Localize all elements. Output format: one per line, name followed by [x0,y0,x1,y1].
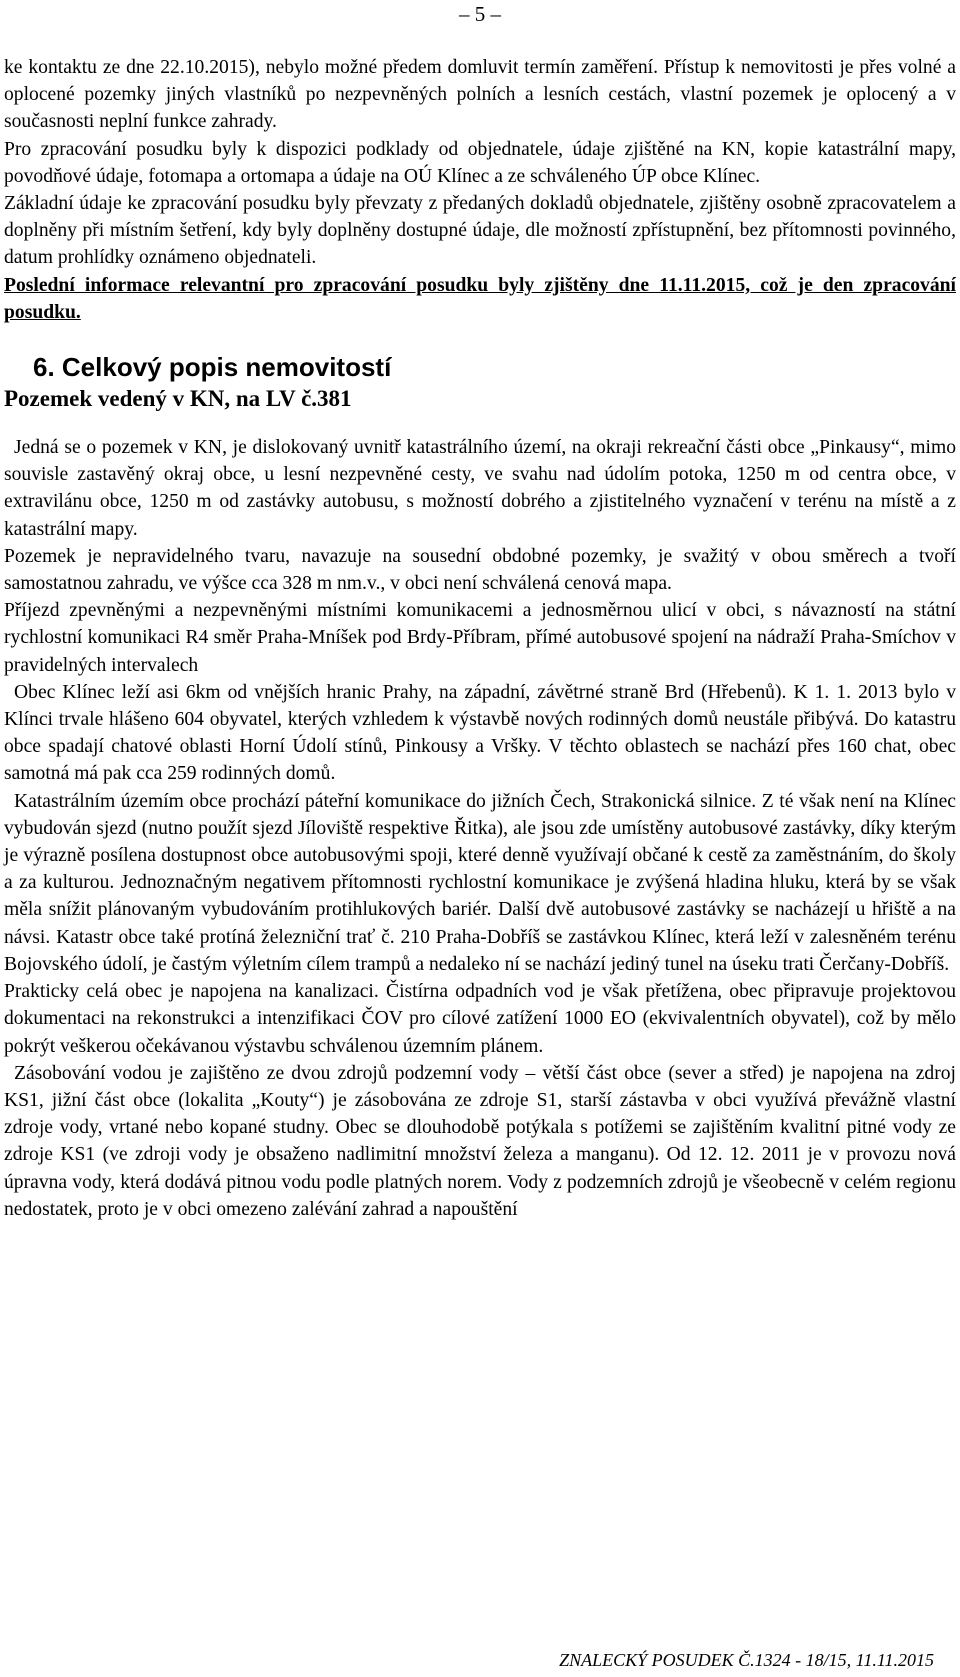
underlined-statement: Poslední informace relevantní pro zpracování posudku byly zjištěny dne 11.11.2015, což je den zpracování posudku. [4,274,956,323]
footer-reference: ZNALECKÝ POSUDEK Č.1324 - 18/15, 11.11.2015 [559,1650,934,1670]
document-body [4,54,956,1223]
paragraph: Základní údaje ke zpracování posudku byly převzaty z předaných dokladů objednatele, zjištěny osobně zpracovatelem a doplněny při místním šetření, kdy byly doplněny dostupné údaje, dle možností zpřístupnění, bez přítomnosti povinného, datum prohlídky oznámeno objednateli. [4,193,956,269]
paragraph: Obec Klínec leží asi 6km od vnějších hranic Prahy, na západní, závětrné straně Brd (Hřebenů). K 1. 1. 2013 bylo v Klínci trvale hlášeno 604 obyvatel, kterých vzhledem k výstavbě nových rodinných domů neustále přibývá. Do katastru obce spadají chatové oblasti Horní Údolí stínů, Pinkousy a Vršky. V těchto oblastech se nachází přes 160 chat, obec samotná má pak cca 259 rodinných domů. [4,681,956,785]
page-number: – 5 – [459,2,501,26]
section-heading: 6. Celkový popis nemovitostí [33,352,392,383]
paragraph: Katastrálním územím obce prochází páteřní komunikace do jižních Čech, Strakonická silnice. Z té však není na Klínec vybudován sjezd (nutno použít sjezd Jíloviště respektive Řitka), ale jsou zde umístěny autobusové zastávky, díky kterým je výrazně posílena dostupnost obce autobusovými spoji, které denně využívají občané k cestě za zaměstnáním, do školy a za kulturou. Jednoznačným negativem přítomnosti rychlostní komunikace je zvýšená hladina hluku, která by se však měla snížit plánovaným vybudováním protihlukových bariér. Další dvě autobusové zastávky se nacházejí u hřiště a na návsi. Katastr obce také protíná železniční trať č. 210 Praha-Dobříš se zastávkou Klínec, která leží v zalesněném terénu Bojovského údolí, je častým výletním cílem trampů a nedaleko ní se nachází jediný tunel na úseku trati Čerčany-Dobříš. [4,790,956,975]
paragraph: Pro zpracování posudku byly k dispozici podklady od objednatele, údaje zjištěné na KN, kopie katastrální mapy, povodňové údaje, fotomapa a ortomapa a údaje na OÚ Klínec a ze schváleného ÚP obce Klínec. [4,138,956,187]
subheading: Pozemek vedený v KN, na LV č.381 [4,386,352,412]
paragraph: Pozemek je nepravidelného tvaru, navazuje na sousední obdobné pozemky, je svažitý v obou směrech a tvoří samostatnou zahradu, ve výšce cca 328 m nm.v., v obci není schválená cenová mapa. [4,545,956,595]
paragraph: Zásobování vodou je zajištěno ze dvou zdrojů podzemní vody – větší část obce (sever a střed) je napojena na zdroj KS1, jižní část obce (lokalita „Kouty“) je zásobována ze zdroje S1, starší zástavba v obci využívá převážně vlastní zdroje vody, vrtané nebo kopané studny. Obec se dlouhodobě potýkala s potížemi se zajištěním kvalitní pitné vody ze zdroje KS1 (ve zdroji vody je obsaženo nadlimitní množství železa a manganu). Od 12. 12. 2011 je v provozu nová úpravna vody, která dodává pitnou vodu podle platných norem. Vody z podzemních zdrojů je všeobecně v celém regionu nedostatek, proto je v obci omezeno zalévání zahrad a napouštění [4,1062,956,1220]
paragraph: Prakticky celá obec je napojena na kanalizaci. Čistírna odpadních vod je však přetížena, obec připravuje projektovou dokumentaci na rekonstrukci a intenzifikaci ČOV pro cílové zatížení 1000 EO (ekvivalentních obyvatel), což by mělo pokrýt veškerou očekávanou výstavbu schválenou územním plánem. [4,981,956,1057]
paragraph: Jedná se o pozemek v KN, je dislokovaný uvnitř katastrálního území, na okraji rekreační části obce „Pinkausy“, mimo souvisle zastavěný okraj obce, u lesní nezpevněné cesty, ve svahu nad údolím potoka, 1250 m od centra obce, v extravilánu obce, 1250 m od zastávky autobusu, s možností dobrého a zjistitelného vyznačení v terénu na místě a z katastrální mapy. [4,437,956,540]
paragraph: Příjezd zpevněnými a nezpevněnými místními komunikacemi a jednosměrnou ulicí v obci, s návazností na státní rychlostní komunikaci R4 směr Praha-Mníšek pod Brdy-Příbram, přímé autobusové spojení na nádraží Praha-Smíchov v pravidelných intervalech [4,600,956,676]
paragraph: ke kontaktu ze dne 22.10.2015), nebylo možné předem domluvit termín zaměření. Přístup k nemovitosti je přes volné a oplocené pozemky jiných vlastníků po nezpevněných polních a lesních cestách, vlastní pozemek je oplocený a v současnosti neplní funkce zahrady. [4,57,956,133]
